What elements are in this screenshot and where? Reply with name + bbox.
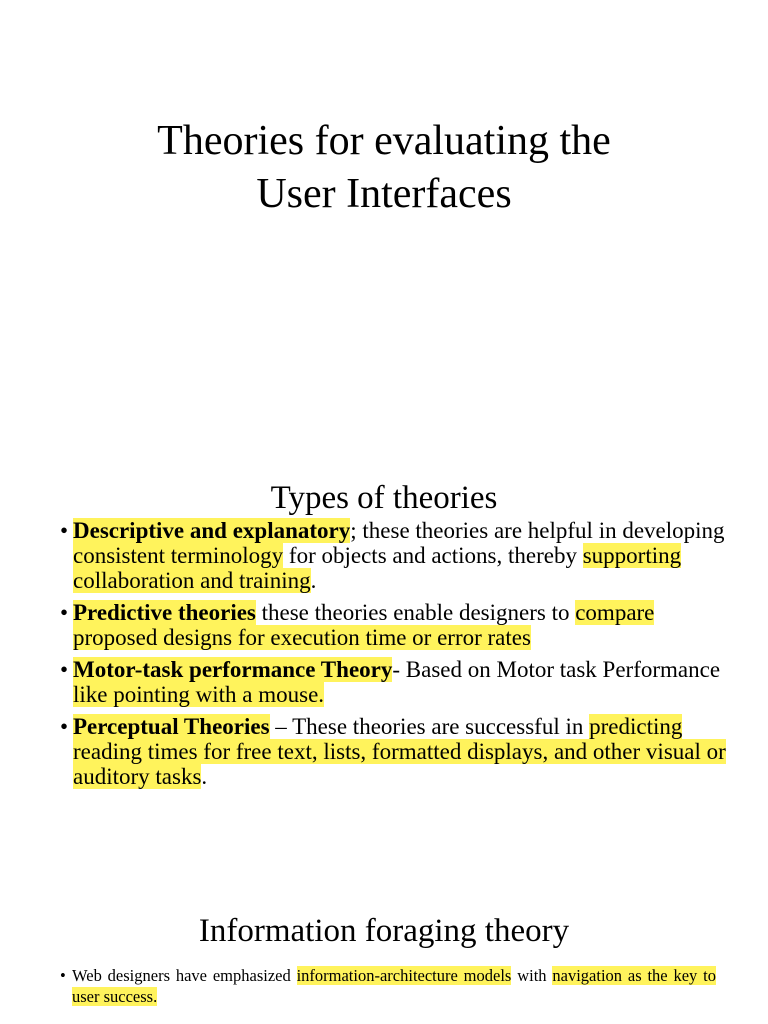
text-descriptive-mid: for objects and actions, thereby [283, 543, 583, 568]
bullet-icon: • [60, 518, 69, 543]
highlight-pointing-mouse: like pointing with a mouse. [73, 682, 325, 707]
highlight-navigation: navigation as the key to user success. [72, 966, 716, 1006]
foraging-list [0, 965, 768, 1007]
list-item-web-designers [0, 965, 768, 1007]
highlight-compare-designs: compare proposed designs for execution time or error rates [73, 600, 655, 650]
text-web-pre: Web designers have emphasized [72, 966, 297, 985]
information-foraging-slide [0, 911, 768, 1014]
theory-list [0, 518, 768, 789]
highlight-reading-times: predicting reading times for free text, lists, formatted displays, and other visual or auditory tasks [73, 714, 726, 789]
foraging-heading: Information foraging theory [198, 913, 570, 949]
text-web-mid: with [511, 966, 553, 985]
highlight-consistent-terminology: consistent terminology [73, 543, 284, 568]
slide-title-line-2: User Interfaces [256, 171, 512, 217]
term-perceptual: Perceptual Theories [73, 714, 270, 739]
list-item-predictive [0, 600, 768, 650]
highlight-information-architecture: information-architecture models [296, 966, 512, 985]
list-item-motor-task [0, 657, 768, 707]
bullet-icon: • [60, 714, 69, 739]
text-descriptive-end: . [310, 568, 317, 593]
slide-title-line-1: Theories for evaluating the [157, 118, 611, 164]
term-descriptive: Descriptive and explanatory [73, 518, 351, 543]
text-perceptual-end: . [201, 764, 208, 789]
term-predictive: Predictive theories [73, 600, 256, 625]
slide-title [0, 115, 768, 221]
text-descriptive-sep: ; these theories are helpful in developing [350, 518, 725, 543]
types-of-theories-slide [0, 478, 768, 796]
text-predictive-sep: these theories enable designers to [255, 600, 576, 625]
text-perceptual-sep: – These theories are successful in [269, 714, 590, 739]
bullet-icon: • [60, 600, 69, 625]
bullet-icon: • [60, 966, 66, 985]
term-motor-task: Motor-task performance Theory [73, 657, 393, 682]
list-item-descriptive [0, 518, 768, 593]
bullet-icon: • [60, 657, 69, 682]
highlight-supporting-collaboration: supporting collaboration and training [73, 543, 682, 593]
list-item-perceptual [0, 714, 768, 789]
text-motor-sep: - Based on Motor task Performance [392, 657, 721, 682]
types-heading: Types of theories [270, 480, 498, 516]
title-slide [0, 115, 768, 221]
